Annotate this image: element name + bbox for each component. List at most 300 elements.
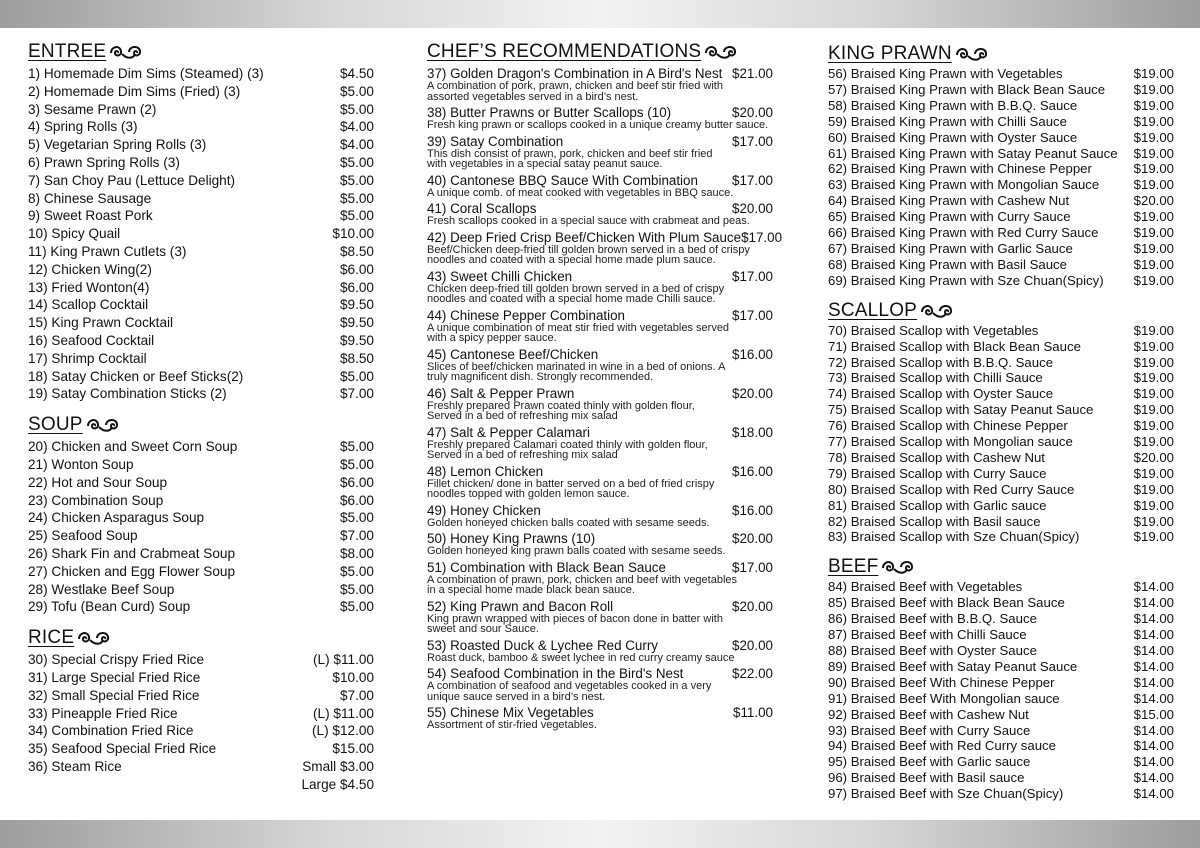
menu-item-name: 44) Chinese Pepper Combination xyxy=(427,307,626,323)
menu-item-price: $5.00 xyxy=(339,154,374,170)
recommendation-item xyxy=(427,105,773,131)
menu-item xyxy=(28,332,374,350)
menu-item-name: 97) Braised Beef with Sze Chuan(Spicy) xyxy=(828,786,1064,802)
menu-item-name: 69) Braised King Prawn with Sze Chuan(Spicy) xyxy=(828,272,1104,288)
menu-item xyxy=(828,579,1174,595)
menu-item xyxy=(28,598,374,616)
recommendation-item xyxy=(427,229,783,266)
menu-item-name: 9) Sweet Roast Pork xyxy=(28,208,153,224)
menu-item-description: with a spicy pepper sauce. xyxy=(427,332,557,344)
recommendation-item xyxy=(427,173,773,199)
menu-item-name: 6) Prawn Spring Rolls (3) xyxy=(28,154,180,170)
menu-item-price: $17.00 xyxy=(732,559,773,575)
menu-item-price: $18.00 xyxy=(732,424,773,440)
menu-item-name: 16) Seafood Cocktail xyxy=(28,332,155,348)
menu-item-price: $19.00 xyxy=(1133,256,1174,272)
menu-item-description: Slices of beef/chicken marinated in wine in a bed of onions. A xyxy=(427,360,726,373)
menu-item xyxy=(828,498,1174,514)
menu-item-description: unique sauce served in a bird’s nest. xyxy=(427,690,606,703)
recommendation-header xyxy=(427,531,773,546)
menu-item-price: $17.00 xyxy=(732,172,773,188)
recommendation-item xyxy=(427,638,773,664)
menu-item-name: 22) Hot and Sour Soup xyxy=(28,474,168,490)
rice-extra-price: Large $4.50 xyxy=(301,776,374,792)
menu-item-description: truly magnificent dish. Strongly recommended. xyxy=(427,371,654,383)
menu-item-name: 37) Golden Dragon's Combination in A Bird's Nest xyxy=(427,66,723,81)
menu-item-name: 47) Salt & Pepper Calamari xyxy=(427,424,590,440)
menu-item xyxy=(28,509,374,527)
menu-item xyxy=(828,627,1174,643)
menu-item-price: $15.00 xyxy=(1133,706,1174,722)
menu-item xyxy=(28,154,374,172)
menu-item-price: $5.00 xyxy=(339,599,374,615)
menu-item-price: $19.00 xyxy=(1133,386,1174,402)
menu-item-description: A unique comb. of meat cooked with vegetables in BBQ sauce. xyxy=(427,186,734,199)
menu-item xyxy=(28,474,374,492)
swirl-ornament-icon xyxy=(955,45,989,63)
recommendation-item xyxy=(427,308,773,344)
menu-item xyxy=(828,529,1174,545)
menu-item xyxy=(828,466,1174,482)
menu-item-price: $19.00 xyxy=(1133,240,1174,256)
menu-item-name: 88) Braised Beef with Oyster Sauce xyxy=(828,643,1037,658)
menu-item-description: Fresh scallops cooked in a special sauce with crabmeat and peas. xyxy=(427,215,750,227)
menu-item-description: noodles topped with golden lemon sauce. xyxy=(427,488,630,500)
menu-item xyxy=(828,66,1174,82)
menu-item-price: $19.00 xyxy=(1133,370,1174,386)
menu-item-price: $19.00 xyxy=(1133,322,1174,338)
menu-item-name: 76) Braised Scallop with Chinese Pepper xyxy=(828,418,1068,434)
menu-item-name: 48) Lemon Chicken xyxy=(427,463,544,479)
menu-item-description: with vegetables in a special satay peanut sauce. xyxy=(427,158,663,170)
menu-item-name: 66) Braised King Prawn with Red Curry Sauce xyxy=(828,225,1099,241)
menu-item-description: assorted vegetables served in a bird’s nest. xyxy=(427,90,639,103)
menu-item-name: 20) Chicken and Sweet Corn Soup xyxy=(28,439,238,455)
menu-item-price: $19.00 xyxy=(1133,481,1174,497)
menu-item-name: 79) Braised Scallop with Curry Sauce xyxy=(828,465,1047,481)
menu-item-description: This dish consist of prawn, pork, chicken and beef stir fried xyxy=(427,147,713,160)
menu-item-price: Small $3.00 xyxy=(302,758,374,774)
menu-item-description: Roast duck, bamboo & sweet lychee in red curry creamy sauce xyxy=(427,651,735,664)
menu-item xyxy=(828,691,1174,707)
menu-item-price: $6.00 xyxy=(339,261,374,277)
menu-item-price: $4.50 xyxy=(339,66,374,81)
menu-item-price: $19.00 xyxy=(1133,354,1174,370)
recommendation-header xyxy=(427,464,773,479)
menu-item-description: noodles and coated with a special home made plum sauce. xyxy=(427,254,716,266)
menu-item-name: 92) Braised Beef with Cashew Nut xyxy=(828,706,1029,722)
menu-item xyxy=(828,323,1174,339)
menu-item-price: $5.00 xyxy=(339,101,374,117)
menu-item xyxy=(828,146,1174,162)
menu-item-price: $5.00 xyxy=(339,563,374,579)
swirl-ornament-icon xyxy=(704,43,738,61)
recommendation-header xyxy=(427,229,783,245)
menu-item-name: 57) Braised King Prawn with Black Bean Sauce xyxy=(828,81,1106,97)
top-gray-band xyxy=(0,0,1200,28)
recommendation-header xyxy=(427,425,773,440)
menu-item-name: 12) Chicken Wing(2) xyxy=(28,261,152,277)
menu-item-name: 34) Combination Fried Rice xyxy=(28,723,194,739)
menu-item-name: 27) Chicken and Egg Flower Soup xyxy=(28,563,236,579)
menu-item-price: $15.00 xyxy=(332,741,374,757)
menu-item-description: A combination of pork, prawn, chicken and beef stir fried with xyxy=(427,80,723,92)
menu-item-price: $19.00 xyxy=(1133,434,1174,450)
menu-item xyxy=(828,418,1174,434)
menu-item xyxy=(28,207,374,225)
recommendation-header xyxy=(427,134,773,149)
menu-item-price: $9.50 xyxy=(339,315,374,331)
menu-item-price: $14.00 xyxy=(1133,579,1174,595)
section-title-entree: ENTREE xyxy=(28,40,374,64)
recommendation-item xyxy=(427,66,773,102)
menu-item xyxy=(28,545,374,563)
recommendation-item xyxy=(427,134,773,170)
menu-item xyxy=(28,314,374,332)
menu-item-price: $5.00 xyxy=(339,368,374,384)
menu-item xyxy=(828,339,1174,355)
menu-item xyxy=(828,241,1174,257)
menu-item-price: $19.00 xyxy=(1133,97,1174,113)
menu-item-price: $19.00 xyxy=(1133,225,1174,241)
menu-item xyxy=(28,279,374,297)
menu-item-name: 55) Chinese Mix Vegetables xyxy=(427,705,594,720)
menu-item-price: $14.00 xyxy=(1133,643,1174,658)
menu-item-price: $11.00 xyxy=(733,705,773,720)
menu-item xyxy=(28,385,374,403)
menu-item-price: $20.00 xyxy=(1133,193,1174,209)
menu-item-name: 2) Homemade Dim Sims (Fried) (3) xyxy=(28,83,241,99)
menu-item xyxy=(828,161,1174,177)
menu-item xyxy=(28,492,374,510)
menu-item-name: 8) Chinese Sausage xyxy=(28,190,152,206)
menu-item xyxy=(28,101,374,119)
menu-item-name: 91) Braised Beef With Mongolian sauce xyxy=(828,690,1060,706)
recommendation-item xyxy=(427,705,773,731)
menu-item-price: $5.00 xyxy=(339,456,374,472)
menu-item-price: $21.00 xyxy=(732,66,773,81)
menu-item xyxy=(28,261,374,279)
menu-item-price: $20.00 xyxy=(732,637,773,653)
menu-item-price: $4.00 xyxy=(339,119,374,135)
menu-item-price: $14.00 xyxy=(1133,770,1174,786)
menu-item-description: Assortment of stir-fried vegetables. xyxy=(427,719,597,731)
menu-item-name: 59) Braised King Prawn with Chilli Sauce xyxy=(828,113,1067,129)
menu-item-name: 46) Salt & Pepper Prawn xyxy=(427,385,575,401)
menu-item-price: $14.00 xyxy=(1133,627,1174,643)
menu-item-price: $19.00 xyxy=(1133,272,1174,288)
menu-item-price: $19.00 xyxy=(1133,529,1174,545)
menu-item-price: $6.00 xyxy=(339,492,374,508)
menu-item-name: 63) Braised King Prawn with Mongolian Sauce xyxy=(828,177,1100,193)
recommendation-header xyxy=(427,638,773,653)
menu-item xyxy=(828,209,1174,225)
menu-item-name: 18) Satay Chicken or Beef Sticks(2) xyxy=(28,368,244,384)
menu-item xyxy=(828,273,1174,289)
menu-item-name: 25) Seafood Soup xyxy=(28,528,138,544)
menu-item xyxy=(828,114,1174,130)
menu-item-price: $14.00 xyxy=(1133,786,1174,802)
menu-item xyxy=(828,82,1174,98)
menu-item-name: 32) Small Special Fried Rice xyxy=(28,687,200,703)
menu-item-name: 80) Braised Scallop with Red Curry Sauce xyxy=(828,481,1075,497)
recommendation-item xyxy=(427,503,773,529)
menu-item-description: noodles and coated with a special home made Chilli sauce. xyxy=(427,293,716,305)
menu-item-description: Chicken deep-fried till golden brown served in a bed of crispy xyxy=(427,282,725,295)
menu-item xyxy=(828,514,1174,530)
menu-item-description: Served in a bed of refreshing mix salad xyxy=(427,449,618,461)
recommendation-item xyxy=(427,201,773,227)
menu-item xyxy=(28,581,374,599)
menu-item-name: 19) Satay Combination Sticks (2) xyxy=(28,386,227,402)
menu-item xyxy=(28,563,374,581)
menu-item xyxy=(828,738,1174,754)
menu-item-name: 95) Braised Beef with Garlic sauce xyxy=(828,754,1031,770)
menu-item-description: sweet and sour Sauce. xyxy=(427,623,539,635)
menu-item-price: $19.00 xyxy=(1133,81,1174,97)
menu-item xyxy=(828,386,1174,402)
menu-item xyxy=(28,136,374,154)
menu-item xyxy=(28,243,374,261)
menu-item-price: $8.50 xyxy=(339,243,374,259)
menu-item-price: (L) $12.00 xyxy=(312,723,374,739)
menu-item-name: 75) Braised Scallop with Satay Peanut Sauce xyxy=(828,402,1094,418)
menu-item-price: $19.00 xyxy=(1133,66,1174,81)
recommendation-item xyxy=(427,560,773,596)
menu-item-name: 58) Braised King Prawn with B.B.Q. Sauce xyxy=(828,97,1078,113)
swirl-ornament-icon xyxy=(920,302,954,320)
menu-item-name: 71) Braised Scallop with Black Bean Sauce xyxy=(828,338,1081,354)
menu-item xyxy=(28,758,374,776)
menu-item-description: Served in a bed of refreshing mix salad xyxy=(427,410,618,422)
menu-item-price: $20.00 xyxy=(732,598,773,614)
menu-item-description: Fresh king prawn or scallops cooked in a unique creamy butter sauce. xyxy=(427,119,769,131)
menu-item xyxy=(28,83,374,101)
menu-item-price: $14.00 xyxy=(1133,658,1174,674)
section-title-scallop: SCALLOP xyxy=(828,299,1174,323)
swirl-ornament-icon xyxy=(881,558,915,576)
recommendation-header xyxy=(427,560,773,575)
recommendation-header xyxy=(427,173,773,188)
recommendation-header xyxy=(427,269,773,284)
menu-item-description: Golden honeyed chicken balls coated with sesame seeds. xyxy=(427,516,710,529)
menu-item-description: A combination of seafood and vegetables cooked in a very xyxy=(427,680,712,692)
menu-item-price: $5.00 xyxy=(339,83,374,99)
menu-item xyxy=(828,754,1174,770)
section-title-rice: RICE xyxy=(28,626,374,650)
menu-item xyxy=(828,434,1174,450)
recommendation-header xyxy=(427,666,773,681)
menu-item xyxy=(828,675,1174,691)
menu-item-price: $8.00 xyxy=(339,545,374,561)
menu-item-price: $19.00 xyxy=(1133,177,1174,193)
menu-item-description: Freshly prepared Calamari coated thinly with golden flour, xyxy=(427,438,708,451)
menu-item-name: 26) Shark Fin and Crabmeat Soup xyxy=(28,545,236,561)
menu-item xyxy=(28,225,374,243)
menu-item-price: $19.00 xyxy=(1133,465,1174,481)
menu-item-name: 36) Steam Rice xyxy=(28,758,122,774)
recommendation-item xyxy=(427,269,773,305)
menu-item xyxy=(28,118,374,136)
menu-item xyxy=(828,177,1174,193)
menu-column-left xyxy=(28,40,374,794)
menu-item-price: $20.00 xyxy=(732,201,773,216)
menu-item-price: $6.00 xyxy=(339,474,374,490)
menu-item-name: 53) Roasted Duck & Lychee Red Curry xyxy=(427,637,658,653)
menu-item-name: 96) Braised Beef with Basil sauce xyxy=(828,770,1025,786)
menu-item-name: 41) Coral Scallops xyxy=(427,201,537,216)
menu-item-description: Freshly prepared Prawn coated thinly with golden flour, xyxy=(427,399,695,412)
menu-item-price: $19.00 xyxy=(1133,402,1174,418)
menu-item-price: $16.00 xyxy=(732,463,773,479)
menu-item-price: $9.50 xyxy=(339,332,374,348)
recommendation-item xyxy=(427,386,773,422)
menu-item xyxy=(28,350,374,368)
menu-item-price: $17.00 xyxy=(732,307,773,323)
menu-item xyxy=(828,130,1174,146)
section-title-beef: BEEF xyxy=(828,555,1174,579)
menu-item xyxy=(28,740,374,758)
menu-item-price: (L) $11.00 xyxy=(313,652,374,668)
menu-item xyxy=(828,450,1174,466)
menu-item-name: 77) Braised Scallop with Mongolian sauce xyxy=(828,434,1073,450)
menu-item-name: 64) Braised King Prawn with Cashew Nut xyxy=(828,193,1070,209)
menu-item-price: $5.00 xyxy=(339,172,374,188)
menu-item-name: 50) Honey King Prawns (10) xyxy=(427,531,596,546)
section-title-king-prawn: KING PRAWN xyxy=(828,42,1174,66)
beef-list xyxy=(828,579,1174,802)
scallop-list xyxy=(828,323,1174,546)
menu-item-name: 30) Special Crispy Fried Rice xyxy=(28,652,205,668)
menu-item-price: $16.00 xyxy=(732,502,773,518)
menu-item-price: $6.00 xyxy=(339,279,374,295)
menu-column-center xyxy=(427,40,783,734)
menu-item-name: 31) Large Special Fried Rice xyxy=(28,669,201,685)
menu-item-name: 68) Braised King Prawn with Basil Sauce xyxy=(828,256,1067,272)
menu-item-name: 54) Seafood Combination in the Bird's Nest xyxy=(427,666,684,681)
menu-item xyxy=(28,669,374,687)
recommendation-item xyxy=(427,425,773,461)
menu-item xyxy=(828,257,1174,273)
menu-item xyxy=(28,651,374,669)
menu-item-price: $14.00 xyxy=(1133,722,1174,738)
bottom-gray-band xyxy=(0,820,1200,848)
recommendation-header xyxy=(427,503,773,518)
menu-item-name: 28) Westlake Beef Soup xyxy=(28,581,175,597)
menu-item-price: $5.00 xyxy=(339,190,374,206)
menu-item xyxy=(28,438,374,456)
menu-item-description: King prawn wrapped with pieces of bacon done in batter with xyxy=(427,612,723,625)
menu-item-name: 7) San Choy Pau (Lettuce Delight) xyxy=(28,172,236,188)
menu-item xyxy=(828,402,1174,418)
menu-item xyxy=(828,643,1174,659)
menu-item-name: 21) Wonton Soup xyxy=(28,456,134,472)
menu-item-name: 39) Satay Combination xyxy=(427,133,564,149)
menu-item-name: 82) Braised Scallop with Basil sauce xyxy=(828,513,1041,529)
chef-list xyxy=(427,66,783,731)
menu-item-name: 60) Braised King Prawn with Oyster Sauce xyxy=(828,129,1078,145)
menu-item-name: 23) Combination Soup xyxy=(28,492,164,508)
recommendation-header xyxy=(427,347,773,362)
swirl-ornament-icon xyxy=(77,629,111,647)
menu-item xyxy=(828,595,1174,611)
menu-item-name: 78) Braised Scallop with Cashew Nut xyxy=(828,449,1045,465)
menu-item-name: 14) Scallop Cocktail xyxy=(28,297,149,313)
menu-item-price: $17.00 xyxy=(741,229,783,245)
menu-item xyxy=(28,527,374,545)
menu-item xyxy=(28,687,374,705)
menu-item-price: $20.00 xyxy=(732,385,773,401)
menu-item-name: 87) Braised Beef with Chilli Sauce xyxy=(828,627,1027,643)
menu-item-price: $5.00 xyxy=(339,581,374,597)
menu-item-price: $22.00 xyxy=(732,666,773,681)
menu-item-price: $5.00 xyxy=(339,510,374,526)
menu-item xyxy=(828,193,1174,209)
menu-item-name: 49) Honey Chicken xyxy=(427,502,541,518)
menu-item xyxy=(28,296,374,314)
menu-item xyxy=(828,659,1174,675)
recommendation-header xyxy=(427,201,773,216)
menu-item-price: (L) $11.00 xyxy=(313,705,374,721)
menu-item-name: 29) Tofu (Bean Curd) Soup xyxy=(28,599,191,615)
menu-item-name: 11) King Prawn Cutlets (3) xyxy=(28,243,187,259)
menu-item-name: 61) Braised King Prawn with Satay Peanut Sauce xyxy=(828,145,1118,161)
menu-item-name: 35) Seafood Special Fried Rice xyxy=(28,741,217,757)
menu-item-name: 24) Chicken Asparagus Soup xyxy=(28,510,205,526)
recommendation-item xyxy=(427,666,773,702)
menu-item-price: $5.00 xyxy=(339,439,374,455)
menu-column-right xyxy=(828,40,1174,802)
menu-item-name: 52) King Prawn and Bacon Roll xyxy=(427,598,614,614)
menu-item-price: $14.00 xyxy=(1133,738,1174,754)
swirl-ornament-icon xyxy=(109,43,143,61)
menu-item-price: $7.00 xyxy=(339,386,374,402)
menu-item-name: 43) Sweet Chilli Chicken xyxy=(427,268,573,284)
recommendation-header xyxy=(427,705,773,720)
menu-item-price: $8.50 xyxy=(339,350,374,366)
recommendation-header xyxy=(427,66,773,81)
menu-item xyxy=(828,370,1174,386)
menu-item-price: $17.00 xyxy=(732,133,773,149)
menu-item-name: 73) Braised Scallop with Chilli Sauce xyxy=(828,370,1043,386)
menu-item-name: 83) Braised Scallop with Sze Chuan(Spicy) xyxy=(828,529,1080,545)
menu-item xyxy=(28,368,374,386)
menu-item-name: 42) Deep Fried Crisp Beef/Chicken With Plum Sauce xyxy=(427,229,742,245)
menu-item-name: 93) Braised Beef with Curry Sauce xyxy=(828,722,1031,738)
menu-item-price: $19.00 xyxy=(1133,338,1174,354)
menu-item xyxy=(828,611,1174,627)
menu-item-name: 45) Cantonese Beef/Chicken xyxy=(427,346,599,362)
recommendation-item xyxy=(427,599,773,635)
menu-item-price: $19.00 xyxy=(1133,418,1174,434)
menu-item-price: $16.00 xyxy=(732,346,773,362)
menu-item-price: $10.00 xyxy=(332,669,374,685)
menu-item-name: 89) Braised Beef with Satay Peanut Sauce xyxy=(828,658,1078,674)
menu-item-price: $14.00 xyxy=(1133,690,1174,706)
menu-item xyxy=(828,355,1174,371)
recommendation-header xyxy=(427,599,773,614)
menu-item-name: 56) Braised King Prawn with Vegetables xyxy=(828,66,1063,81)
menu-item-price: $14.00 xyxy=(1133,674,1174,690)
menu-item-description: A combination of prawn, pork, chicken and beef with vegetables xyxy=(427,573,738,586)
menu-item-name: 72) Braised Scallop with B.B.Q. Sauce xyxy=(828,354,1054,370)
menu-item-price: $20.00 xyxy=(1133,449,1174,465)
menu-item-description: Fillet chicken/ done in batter served on a bed of fried crispy xyxy=(427,477,715,490)
menu-item-name: 67) Braised King Prawn with Garlic Sauce xyxy=(828,240,1073,256)
menu-item xyxy=(28,456,374,474)
menu-item xyxy=(828,770,1174,786)
menu-item-price: $9.50 xyxy=(339,297,374,313)
